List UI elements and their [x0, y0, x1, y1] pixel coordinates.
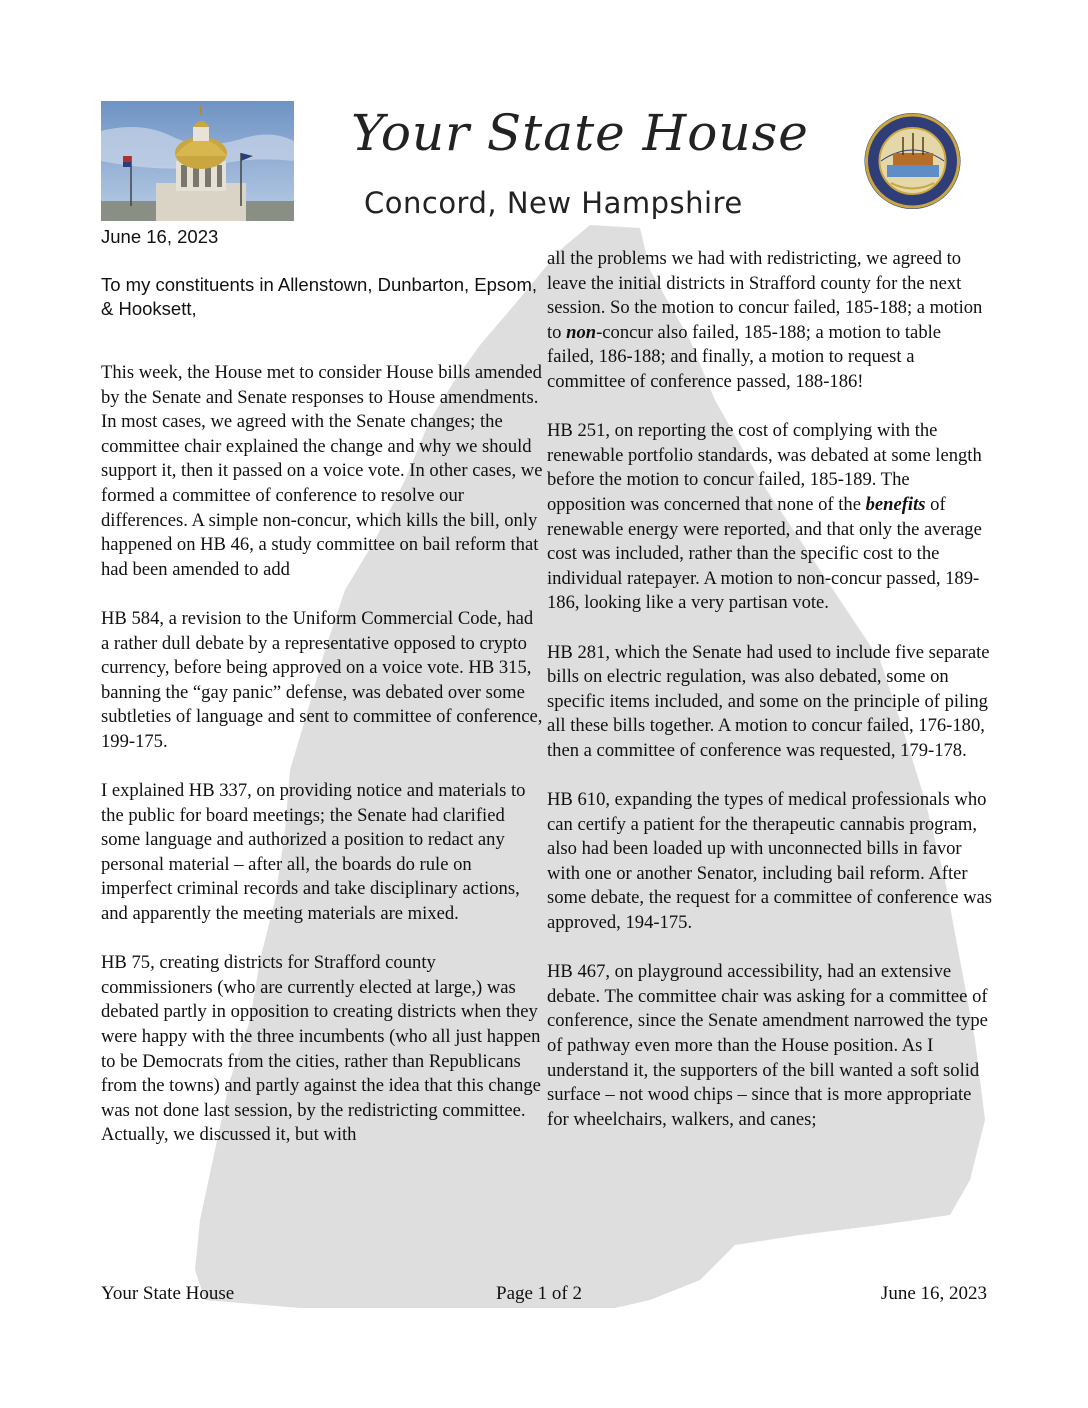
paragraph [547, 247, 992, 395]
paragraph: HB 75, creating districts for Strafford county commissioners (who are currently elected at large,) was debated partly in opposition to creating districts when they were happy with the three incumbents (who all just happen to be Democrats from the cities, rather than Republicans from the towns) and partly against the idea that this change was not done last session, by the redistricting committee. Actually, we discussed it, but with [101, 952, 541, 1146]
state-seal-icon [863, 99, 962, 223]
paragraph: HB 467, on playground accessibility, had an extensive debate. The committee chair was asking for a committee of conference, since the Senate amendment narrowed the type of pathway even more than the House position. As I understand it, the supporters of the bill wanted a soft solid surface – not wood chips – since that is more appropriate for wheelchairs, walkers, and canes; [547, 961, 988, 1130]
paragraph: HB 281, which the Senate had used to include five separate bills on electric regulation, was also debated, some on specific items included, and some on the principle of piling all these bills together. A motion to concur failed, 176-180, then a committee of conference was requested, 179-178. [547, 641, 990, 761]
paragraph-text: all the problems we had with redistricting, we agreed to leave the initial districts in Strafford county for the next session. So the motion to concur failed, 185-188; a motion to [547, 248, 983, 343]
state-house-photo [101, 101, 294, 221]
paragraph: This week, the House met to consider House bills amended by the Senate and Senate responses to House amendments. In most cases, we agreed with the Senate changes; the committee chair explained the change and why we should support it, then it passed on a voice vote. In other cases, we formed a committee of conference to resolve our differences. A simple non-concur, which kills the bill, only happened on HB 46, a study committee on bail reform that had been amended to add [101, 362, 543, 580]
paragraph: HB 584, a revision to the Uniform Commercial Code, had a rather dull debate by a representative opposed to crypto currency, before being approved on a voice vote. HB 315, banning the “gay panic” defense, was debated over some subtleties of language and sent to committee of conference, 199-175. [101, 607, 543, 752]
paragraph-text: of renewable energy were reported, and that only the average cost was included, rather than the specific cost to the individual ratepayer. A motion to non-concur passed, 189-186, looking like a very partisan vote. [547, 493, 982, 614]
left-column [101, 273, 546, 1173]
page-footer [101, 1283, 987, 1307]
paragraph-text: HB 251, on reporting the cost of complying with the renewable portfolio standards, was debated at some length before the motion to concur failed, 185-189. The opposition was concerned that none of the [547, 420, 982, 515]
paragraph: I explained HB 337, on providing notice and materials to the public for board meetings; the Senate had clarified some language and authorized a position to redact any personal material – after all, the boards do rule on imperfect criminal records and take disciplinary actions, and apparently the meeting materials are mixed. [101, 780, 526, 925]
paragraph: HB 610, expanding the types of medical professionals who can certify a patient for the therapeutic cannabis program, also had been loaded up with unconnected bills in favor with one or another Senator, including bail reform. After some debate, the request for a committee of conference was approved, 194-175. [547, 789, 993, 934]
footer-date: June 16, 2023 [880, 1283, 987, 1304]
emphasis-text: benefits [865, 493, 926, 515]
footer-title: Your State House [101, 1283, 235, 1304]
masthead-subtitle: Concord, New Hampshire [364, 186, 743, 220]
footer-page-number: Page 1 of 2 [496, 1283, 583, 1304]
right-column [547, 247, 992, 1157]
letter-date: June 16, 2023 [101, 226, 219, 247]
masthead-title: Your State House [351, 104, 809, 162]
salutation: To my constituents in Allenstown, Dunbarton, Epsom, & Hooksett, [101, 274, 537, 319]
emphasis-text: non [566, 321, 597, 343]
paragraph [547, 419, 992, 616]
paragraph-text: -concur also failed, 185-188; a motion to table failed, 186-188; and finally, a motion to request a committee of conference passed, 188-186! [547, 321, 942, 392]
